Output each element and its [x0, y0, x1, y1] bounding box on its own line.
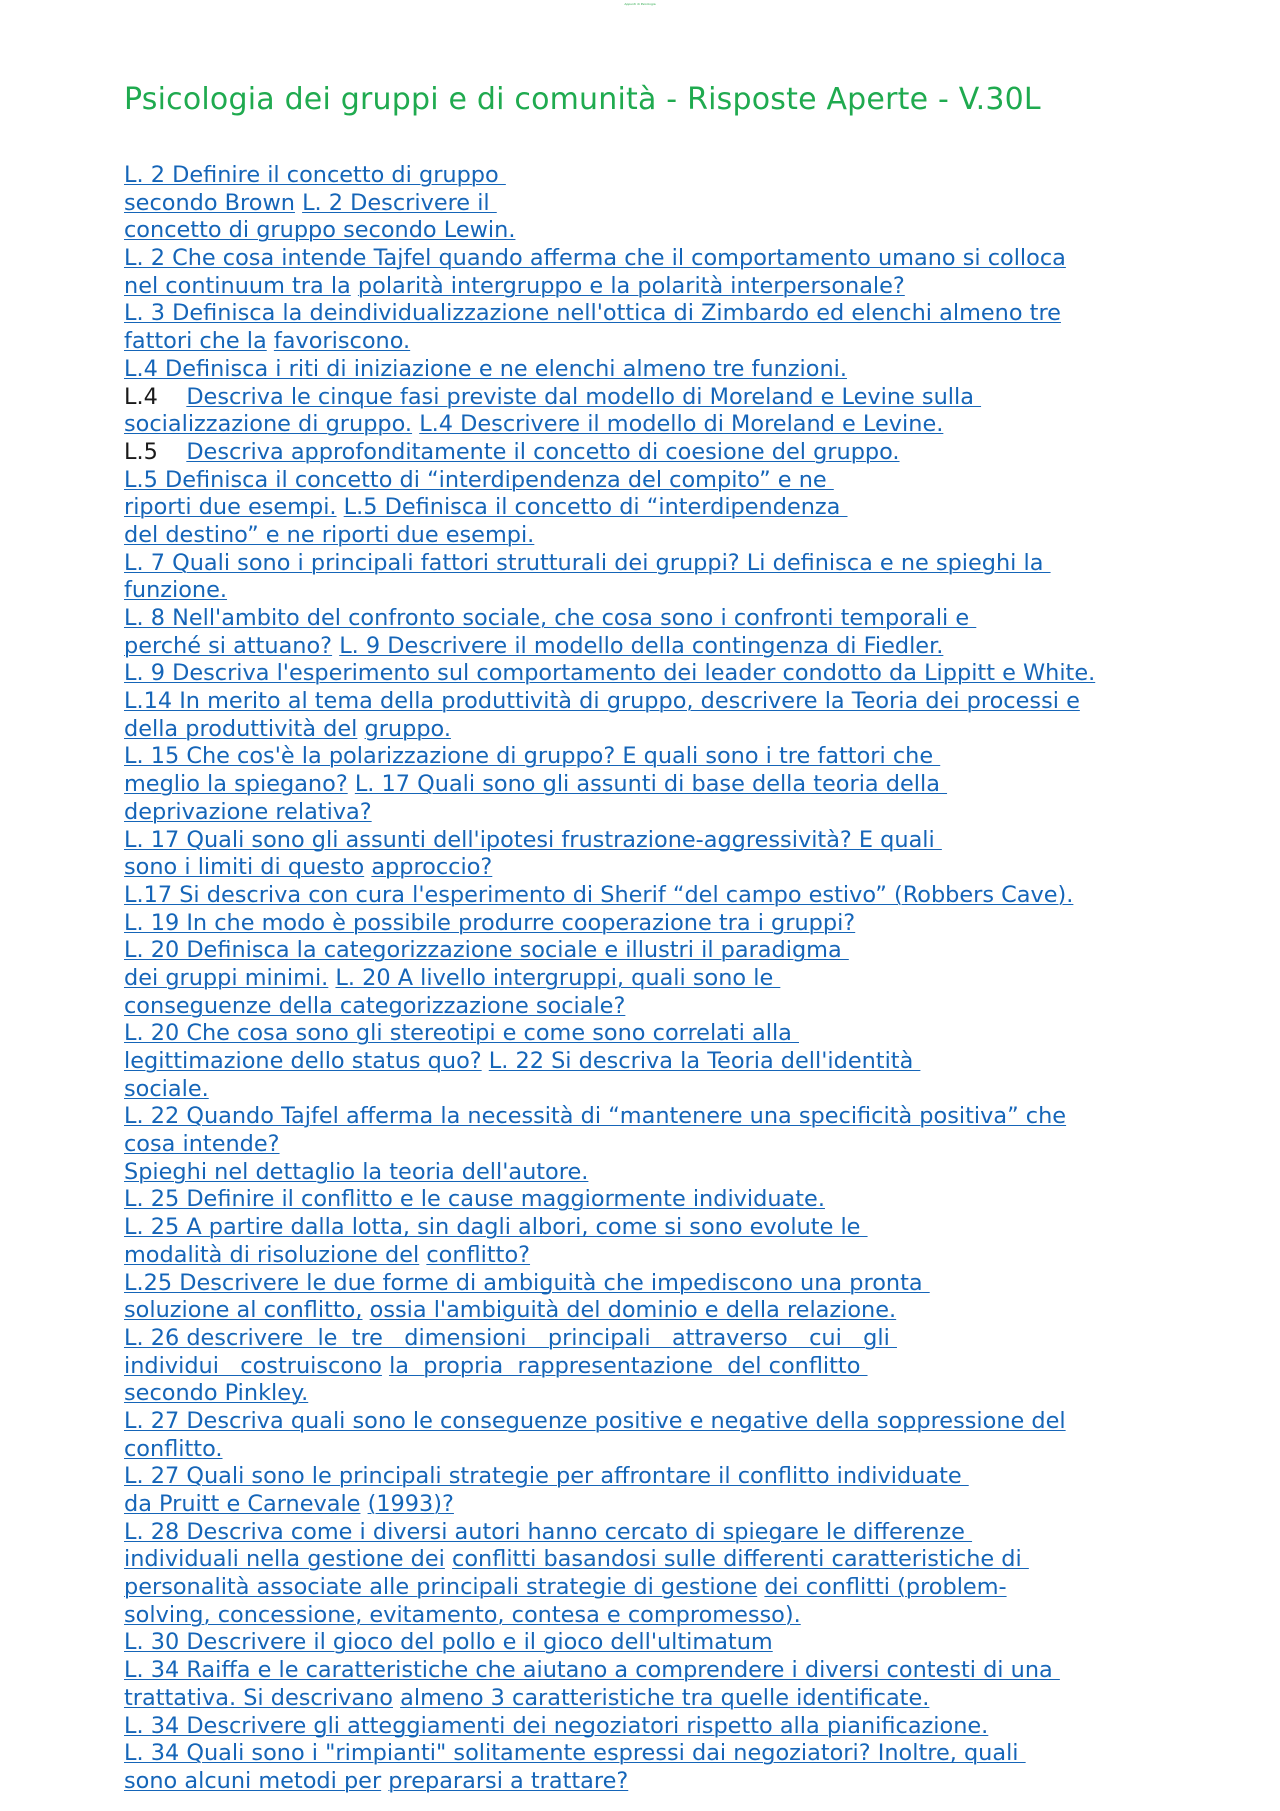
toc-text [445, 1546, 452, 1572]
toc-link[interactable]: favoriscono. [273, 328, 411, 355]
table-of-contents [124, 162, 1184, 1796]
toc-line [124, 827, 1184, 855]
toc-line [124, 300, 1184, 328]
toc-link[interactable]: L. 25 Definire il conflitto e le cause maggiormente individuate. [124, 1186, 825, 1213]
toc-text [295, 190, 302, 216]
toc-link[interactable]: socializzazione di gruppo. [124, 411, 413, 438]
toc-link[interactable]: della produttività del [124, 715, 358, 742]
toc-link[interactable]: L. 19 In che modo è possibile produrre cooperazione tra i gruppi? [124, 909, 856, 936]
toc-line [124, 494, 1184, 522]
toc-link[interactable]: meglio la spiegano? [124, 771, 348, 798]
toc-line [124, 1297, 1184, 1325]
toc-link[interactable]: fattori che la [124, 328, 267, 355]
toc-line [124, 1740, 1184, 1768]
toc-link[interactable]: L. 20 Definisca la categorizzazione sociale e illustri il paradigma [124, 937, 849, 964]
toc-link[interactable]: L.5 Definisca il concetto di “interdipendenza del compito” e ne [124, 466, 834, 493]
toc-link[interactable]: L. 34 Descrivere gli atteggiamenti dei negoziatori rispetto alla pianificazione. [124, 1712, 989, 1739]
toc-line [124, 439, 1184, 467]
toc-line [124, 356, 1184, 384]
toc-line [124, 1048, 1184, 1076]
toc-line [124, 1463, 1184, 1491]
toc-line [124, 799, 1184, 827]
toc-link[interactable]: perché si attuano? [124, 632, 333, 659]
toc-text [267, 328, 274, 354]
toc-line [124, 1629, 1184, 1657]
toc-line [124, 1657, 1184, 1685]
toc-link[interactable]: L. 17 Quali sono gli assunti dell'ipotesi frustrazione-aggressività? E quali [124, 826, 942, 853]
toc-line [124, 1325, 1184, 1353]
toc-link[interactable]: Spieghi nel dettaglio la teoria dell'autore. [124, 1158, 589, 1185]
toc-link[interactable]: L. 34 Quali sono i "rimpianti" solitamente espressi dai negoziatori? Inoltre, quali [124, 1740, 1026, 1767]
toc-link[interactable]: trattativa. Si descrivano [124, 1684, 393, 1711]
toc-line [124, 605, 1184, 633]
toc-line [124, 411, 1184, 439]
toc-link[interactable]: modalità di risoluzione del [124, 1241, 420, 1268]
toc-link[interactable]: L. 2 Definire il concetto di gruppo [124, 162, 506, 188]
toc-link[interactable]: L. 34 Raiffa e le caratteristiche che aiutano a comprendere i diversi contesti di una [124, 1657, 1060, 1684]
toc-line [124, 910, 1184, 938]
toc-link[interactable]: L. 20 A livello intergruppi, quali sono le [335, 964, 781, 991]
toc-link[interactable]: L. 17 Quali sono gli assunti di base della teoria della [354, 771, 948, 798]
toc-line [124, 1242, 1184, 1270]
toc-link[interactable]: polarità intergruppo e la polarità interpersonale? [357, 272, 905, 299]
page-header-text: Appunti di Psicologia [624, 2, 656, 6]
toc-link[interactable]: L. 2 Che cosa intende Tajfel quando afferma che il comportamento umano si colloca [124, 245, 1066, 272]
toc-text [363, 1297, 370, 1323]
toc-link[interactable]: cosa intende? [124, 1131, 280, 1158]
toc-line [124, 937, 1184, 965]
toc-link[interactable]: dei gruppi minimi. [124, 964, 329, 991]
toc-link[interactable]: L.25 Descrivere le due forme di ambiguità che impediscono una pronta [124, 1269, 930, 1296]
toc-line [124, 854, 1184, 882]
toc-line [124, 1713, 1184, 1741]
toc-line [124, 1270, 1184, 1298]
toc-link[interactable]: solving, concessione, evitamento, contesa e compromesso). [124, 1601, 801, 1628]
toc-link[interactable]: approccio? [371, 854, 493, 881]
toc-line [124, 1685, 1184, 1713]
toc-link[interactable]: secondo Pinkley. [124, 1380, 309, 1407]
toc-link[interactable]: da Pruitt e Carnevale [124, 1491, 361, 1517]
toc-link[interactable]: L.4 Descrivere il modello di Moreland e Levine. [419, 411, 944, 438]
toc-link[interactable]: L. 27 Quali sono le principali strategie per affrontare il conflitto individuate [124, 1463, 969, 1490]
toc-text: L.5 [124, 438, 187, 465]
toc-link[interactable]: L. 3 Definisca la deindividualizzazione nell'ottica di Zimbardo ed elenchi almeno tre [124, 300, 1061, 327]
toc-link[interactable]: (1993)? [367, 1491, 454, 1517]
toc-link[interactable]: L. 20 Che cosa sono gli stereotipi e come sono correlati alla [124, 1020, 799, 1047]
toc-text [482, 1048, 489, 1074]
toc-text [337, 494, 344, 520]
toc-link[interactable]: L.17 Si descriva con cura l'esperimento di Sherif “del campo estivo” (Robbers Cave). [124, 881, 1074, 908]
toc-line [124, 1159, 1184, 1187]
toc-text [351, 273, 358, 299]
toc-link[interactable]: conflitti basandosi sulle differenti caratteristiche di [452, 1546, 1029, 1573]
toc-link[interactable]: almeno 3 caratteristiche tra quelle identificate. [400, 1684, 930, 1711]
toc-link[interactable]: dei conflitti (problem- [764, 1574, 1007, 1601]
toc-line [124, 1186, 1184, 1214]
toc-line [124, 660, 1184, 688]
toc-link[interactable]: L.5 Definisca il concetto di “interdipendenza [343, 494, 848, 521]
toc-link[interactable]: L. 25 A partire dalla lotta, sin dagli albori, come si sono evolute le [124, 1214, 868, 1241]
toc-text [360, 1491, 367, 1517]
toc-link[interactable]: deprivazione relativa? [124, 798, 372, 825]
toc-line [124, 522, 1184, 550]
toc-link[interactable]: L. 9 Descriva l'esperimento sul comportamento dei leader condotto da Lippitt e White. [124, 660, 1096, 687]
toc-line [124, 743, 1184, 771]
toc-line [124, 328, 1184, 356]
toc-line [124, 1436, 1184, 1464]
toc-line [124, 1380, 1184, 1408]
toc-line [124, 1214, 1184, 1242]
toc-line [124, 1574, 1184, 1602]
toc-link[interactable]: Descriva le cinque fasi previste dal modello di Moreland e Levine sulla [186, 383, 982, 410]
toc-link[interactable]: individui costruiscono [124, 1352, 382, 1379]
toc-line [124, 882, 1184, 910]
toc-line [124, 550, 1184, 578]
toc-link[interactable]: conflitto. [124, 1435, 223, 1462]
toc-line [124, 965, 1184, 993]
toc-line [124, 633, 1184, 661]
toc-text [348, 771, 355, 797]
toc-link[interactable]: L. 27 Descriva quali sono le conseguenze positive e negative della soppressione del [124, 1407, 1066, 1434]
toc-line [124, 217, 1184, 245]
toc-line [124, 1491, 1184, 1519]
toc-line [124, 162, 1184, 190]
toc-link[interactable]: soluzione al conflitto, [124, 1297, 363, 1324]
toc-text [357, 716, 364, 742]
toc-link[interactable]: conflitto? [426, 1241, 531, 1268]
toc-line [124, 384, 1184, 412]
toc-line [124, 1768, 1184, 1796]
toc-line [124, 245, 1184, 273]
toc-line [124, 1602, 1184, 1630]
toc-line [124, 1353, 1184, 1381]
toc-link[interactable]: L. 22 Si descriva la Teoria dell'identità [488, 1048, 921, 1074]
toc-link[interactable]: funzione. [124, 577, 228, 604]
toc-link[interactable]: personalità associate alle principali strategie di gestione [124, 1574, 758, 1601]
toc-text: L.4 [124, 383, 187, 410]
toc-line [124, 771, 1184, 799]
toc-line [124, 716, 1184, 744]
toc-link[interactable]: L. 8 Nell'ambito del confronto sociale, che cosa sono i confronti temporali e [124, 605, 977, 631]
toc-line [124, 467, 1184, 495]
toc-link[interactable]: L. 9 Descrivere il modello della contingenza di Fiedler. [339, 632, 944, 659]
toc-link[interactable]: riporti due esempi. [124, 494, 337, 521]
toc-link[interactable]: del destino” e ne riporti due esempi. [124, 521, 535, 548]
toc-link[interactable]: ossia l'ambiguità del dominio e della relazione. [369, 1297, 897, 1324]
toc-link[interactable]: concetto di gruppo secondo Lewin. [124, 217, 516, 244]
toc-line [124, 1519, 1184, 1547]
toc-link[interactable]: L. 2 Descrivere il [302, 189, 497, 216]
toc-line [124, 993, 1184, 1021]
toc-link[interactable]: prepararsi a trattare? [388, 1767, 629, 1794]
toc-link[interactable]: sociale. [124, 1075, 209, 1102]
toc-link[interactable]: L. 15 Che cos'è la polarizzazione di gruppo? E quali sono i tre fattori che [124, 743, 941, 770]
toc-text [382, 1353, 389, 1379]
toc-line [124, 1408, 1184, 1436]
toc-link[interactable]: Descriva approfonditamente il concetto di coesione del gruppo. [186, 438, 900, 465]
toc-link[interactable]: L. 30 Descrivere il gioco del pollo e il gioco dell'ultimatum [124, 1629, 773, 1656]
toc-line [124, 1131, 1184, 1159]
toc-line [124, 190, 1184, 218]
toc-link[interactable]: L. 28 Descriva come i diversi autori hanno cercato di spiegare le differenze [124, 1518, 973, 1545]
toc-link[interactable]: la propria rappresentazione del conflitto [389, 1352, 868, 1379]
toc-link[interactable]: legittimazione dello status quo? [124, 1048, 482, 1074]
toc-link[interactable]: L. 26 descrivere le tre dimensioni principali attraverso cui gli [124, 1324, 897, 1351]
toc-link[interactable]: L. 7 Quali sono i principali fattori strutturali dei gruppi? Li definisca e ne spieghi la [124, 549, 1051, 576]
toc-line [124, 273, 1184, 301]
toc-link[interactable]: sono alcuni metodi per [124, 1767, 382, 1794]
toc-line [124, 688, 1184, 716]
toc-line [124, 577, 1184, 605]
toc-link[interactable]: nel continuum tra la [124, 272, 351, 299]
document-title: Psicologia dei gruppi e di comunità - Risposte Aperte - V.30L [124, 82, 1041, 117]
toc-link[interactable]: L. 22 Quando Tajfel afferma la necessità di “mantenere una specificità positiva” che [124, 1103, 1067, 1130]
toc-link[interactable]: secondo Brown [124, 189, 295, 216]
toc-link[interactable]: gruppo. [364, 715, 451, 742]
toc-link[interactable]: L.4 Definisca i riti di iniziazione e ne elenchi almeno tre funzioni. [124, 355, 847, 382]
toc-line [124, 1103, 1184, 1131]
toc-line [124, 1076, 1184, 1104]
toc-link[interactable]: L.14 In merito al tema della produttività di gruppo, descrivere la Teoria dei processi e [124, 688, 1080, 715]
toc-line [124, 1546, 1184, 1574]
toc-link[interactable]: individuali nella gestione dei [124, 1546, 445, 1573]
toc-link[interactable]: sono i limiti di questo [124, 854, 365, 881]
toc-link[interactable]: conseguenze della categorizzazione sociale? [124, 992, 626, 1019]
toc-line [124, 1020, 1184, 1048]
